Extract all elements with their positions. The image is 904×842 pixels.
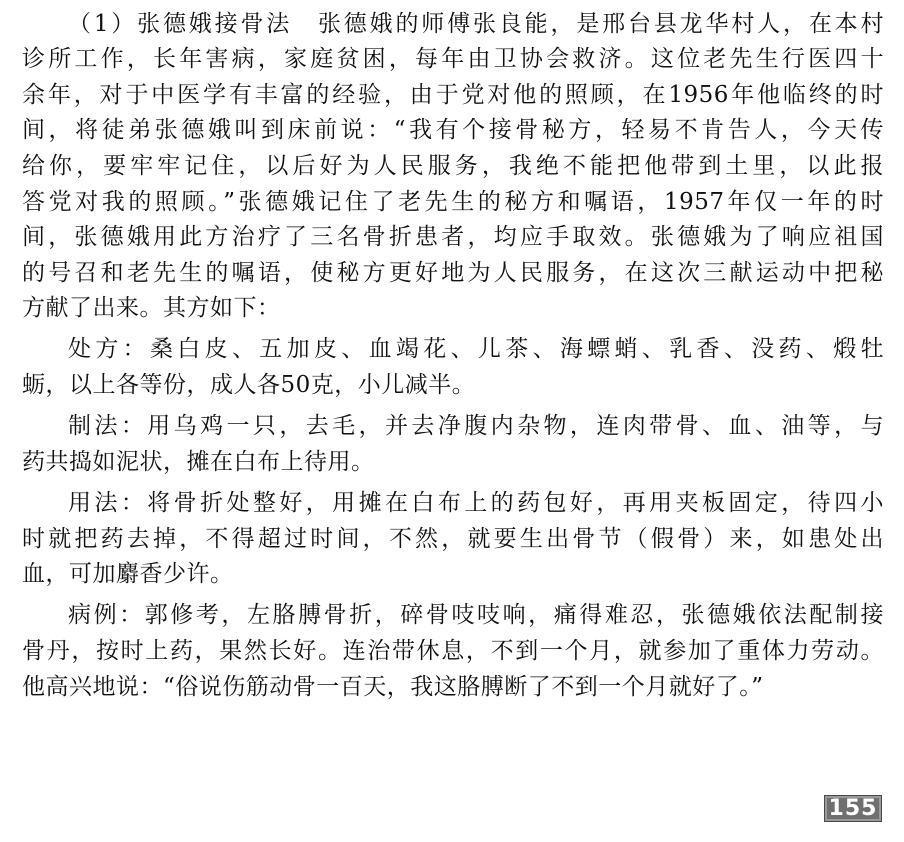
paragraph-intro-line-4: 间，将徒弟张德娥叫到床前说：“我有个接骨秘方，轻易不肯告人，今天传 (22, 117, 884, 143)
paragraph-intro-line-9: 方献了出来。其方如下： (22, 295, 281, 321)
preparation-line-2: 药共捣如泥状，摊在白布上待用。 (22, 449, 375, 475)
case-line-3: 他高兴地说：“俗说伤筋动骨一百天，我这胳膊断了不到一个月就好了。” (22, 674, 764, 700)
paragraph-intro-line-2: 诊所工作，长年害病，家庭贫困，每年由卫协会救济。这位老先生行医四十 (22, 46, 884, 72)
paragraph-intro-line-5: 给你，要牢牢记住，以后好为人民服务，我绝不能把他带到土里，以此报 (22, 153, 884, 179)
preparation-line-1: 制法：用乌鸡一只，去毛，并去净腹内杂物，连肉带骨、血、油等，与 (68, 413, 884, 439)
paragraph-intro-line-6: 答党对我的照顾。”张德娥记住了老先生的秘方和嘱语，1957年仅一年的时 (22, 189, 884, 215)
prescription-line-1: 处方：桑白皮、五加皮、血竭花、儿茶、海螵蛸、乳香、没药、煅牡 (68, 336, 884, 362)
case-line-1: 病例：郭修考，左胳膊骨折，碎骨吱吱响，痛得难忍，张德娥依法配制接 (68, 602, 884, 628)
paragraph-intro-line-7: 间，张德娥用此方治疗了三名骨折患者，均应手取效。张德娥为了响应祖国 (22, 224, 884, 250)
page-number: 155 (824, 795, 882, 822)
usage-line-3: 血，可加麝香少许。 (22, 561, 234, 587)
case-line-2: 骨丹，按时上药，果然长好。连治带休息，不到一个月，就参加了重体力劳动。 (22, 638, 884, 664)
usage-line-2: 时就把药去掉，不得超过时间，不然，就要生出骨节（假骨）来，如患处出 (22, 526, 884, 552)
paragraph-intro-line-8: 的号召和老先生的嘱语，使秘方更好地为人民服务，在这次三献运动中把秘 (22, 260, 884, 286)
paragraph-intro-line-1: （1）张德娥接骨法 张德娥的师傅张良能，是邢台县龙华村人，在本村 (68, 11, 884, 37)
usage-line-1: 用法：将骨折处整好，用摊在白布上的药包好，再用夹板固定，待四小 (68, 490, 884, 516)
paragraph-intro-line-3: 余年，对于中医学有丰富的经验，由于党对他的照顾，在1956年他临终的时 (22, 82, 884, 108)
prescription-line-2: 蛎，以上各等份，成人各50克，小儿减半。 (22, 372, 476, 398)
